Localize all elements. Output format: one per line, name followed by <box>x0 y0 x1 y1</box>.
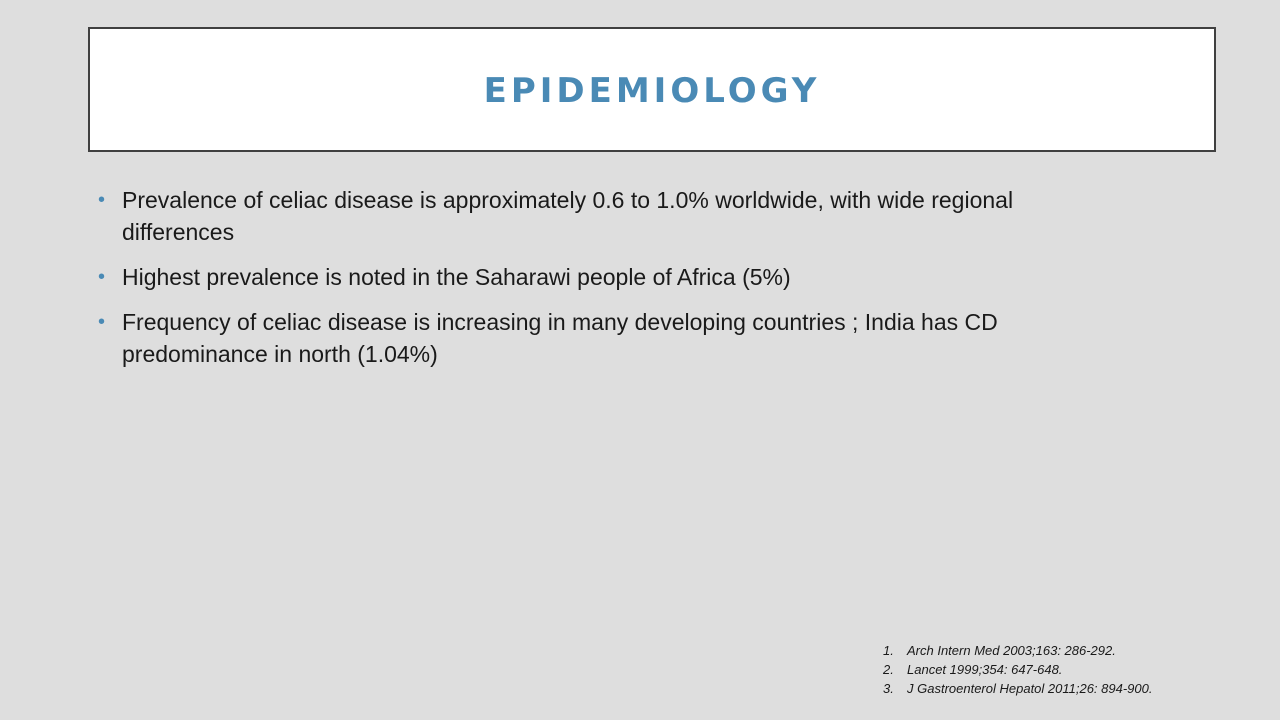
reference-text: Arch Intern Med 2003;163: 286-292. <box>907 643 1116 658</box>
reference-text: Lancet 1999;354: 647-648. <box>907 662 1063 677</box>
bullet-list <box>96 184 1096 383</box>
bullet-text: Frequency of celiac disease is increasing in many developing countries ; India has CD predominance in north (1.04%) <box>122 309 998 367</box>
reference-item <box>883 660 1152 679</box>
bullet-text: Prevalence of celiac disease is approximately 0.6 to 1.0% worldwide, with wide regional differences <box>122 187 1014 245</box>
bullet-dot-icon: • <box>98 311 106 333</box>
bullet-item <box>96 184 1096 248</box>
reference-number: 2. <box>883 662 894 677</box>
reference-number: 1. <box>883 643 894 658</box>
reference-number: 3. <box>883 681 894 696</box>
title-box <box>88 27 1216 152</box>
bullet-dot-icon: • <box>98 189 106 211</box>
bullet-text: Highest prevalence is noted in the Saharawi people of Africa (5%) <box>122 264 791 290</box>
bullet-item <box>96 306 1096 370</box>
reference-item <box>883 679 1152 698</box>
reference-item <box>883 641 1152 660</box>
slide-title: EPIDEMIOLOGY <box>483 70 821 111</box>
reference-list <box>883 641 1152 698</box>
bullet-dot-icon: • <box>98 266 106 288</box>
bullet-item <box>96 261 1096 293</box>
reference-text: J Gastroenterol Hepatol 2011;26: 894-900. <box>907 681 1153 696</box>
